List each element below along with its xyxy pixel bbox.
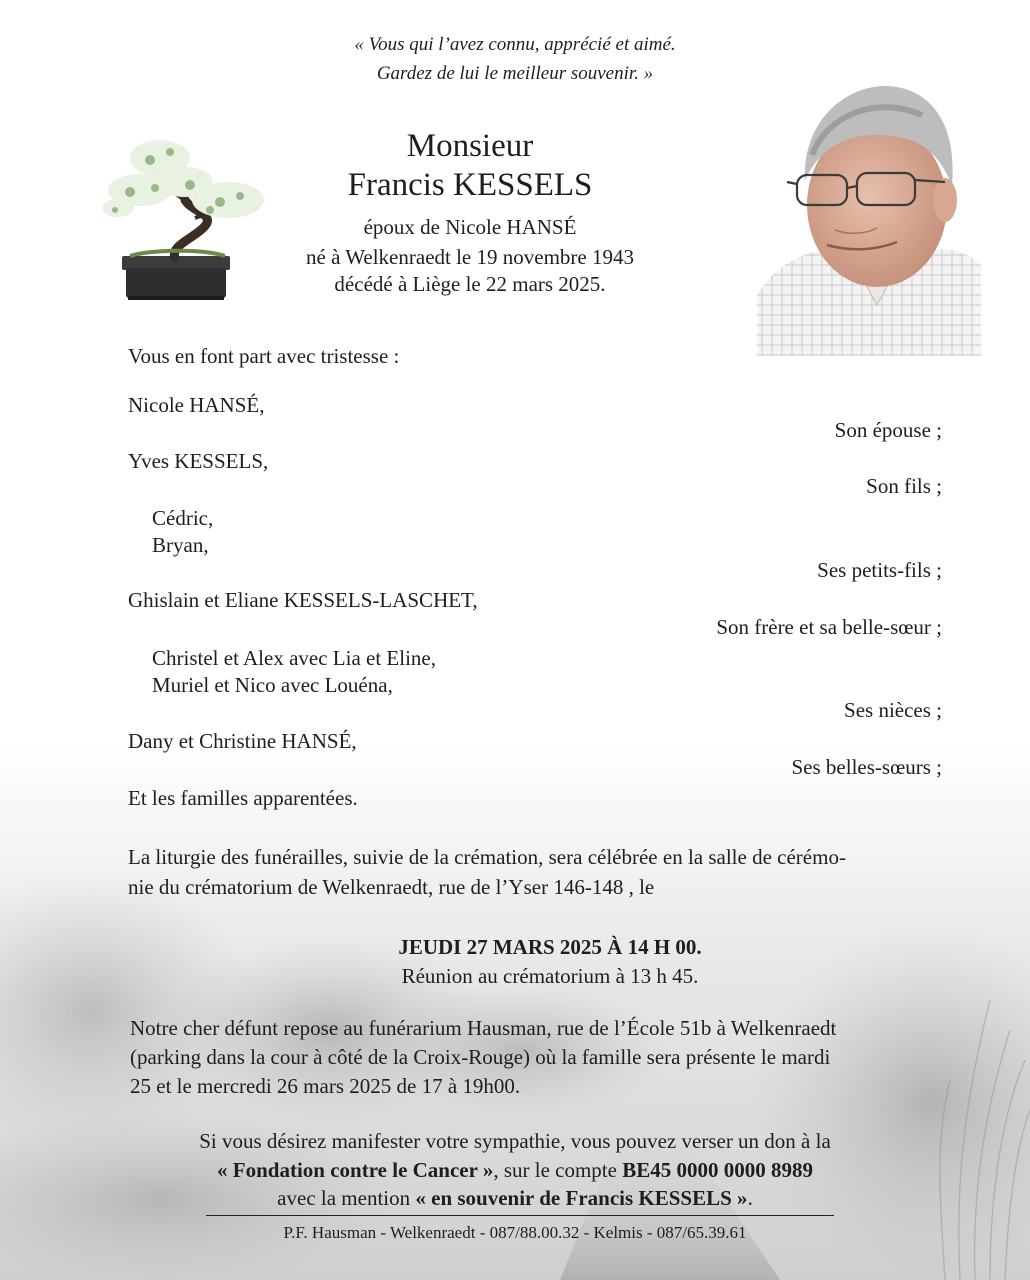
family-name: Cédric,	[152, 506, 214, 530]
families-closing: Et les familles apparentées.	[128, 786, 358, 810]
family-name: Ghislain et Eliane KESSELS-LASCHET,	[128, 588, 478, 612]
ceremony-meeting: Réunion au crématorium à 13 h 45.	[401, 964, 699, 988]
bank-account: BE45 0000 0000 8989	[622, 1158, 813, 1182]
family-name: Dany et Christine HANSÉ,	[128, 729, 357, 753]
footer-divider	[206, 1215, 834, 1216]
ceremony-date: JEUDI 27 MARS 2025 À 14 H 00.	[398, 935, 702, 959]
death-line: décédé à Liège le 22 mars 2025.	[334, 272, 606, 296]
visitation-line-2: (parking dans la cour à côté de la Croix-Rouge) où la famille sera présente le mardi	[130, 1045, 831, 1069]
spouse-line: époux de Nicole HANSÉ	[363, 215, 577, 239]
ceremony-line-2: nie du crématorium de Welkenraedt, rue de l’Yser 146-148 , le	[128, 875, 655, 899]
announcement-intro: Vous en font part avec tristesse :	[128, 344, 400, 368]
account-prefix: , sur le compte	[493, 1158, 623, 1182]
family-name: Muriel et Nico avec Louéna,	[152, 673, 393, 697]
donation-line-1: Si vous désirez manifester votre sympathie, vous pouvez verser un don à la	[199, 1129, 831, 1153]
family-relation: Son frère et sa belle-sœur ;	[716, 615, 942, 639]
visitation-line-3: 25 et le mercredi 26 mars 2025 de 17 à 19h00.	[130, 1074, 521, 1098]
family-relation: Son fils ;	[866, 474, 942, 498]
family-relation: Son épouse ;	[834, 418, 942, 442]
quote-line-1: « Vous qui l’avez connu, apprécié et aimé.	[354, 34, 676, 55]
family-name: Nicole HANSÉ,	[128, 393, 265, 417]
mention-text: « en souvenir de Francis KESSELS »	[415, 1186, 748, 1210]
donation-line-3	[0, 1186, 1030, 1211]
visitation-line-1: Notre cher défunt repose au funérarium Hausman, rue de l’École 51b à Welkenraedt	[130, 1016, 837, 1040]
family-relation: Ses belles-sœurs ;	[791, 755, 942, 779]
ceremony-line-1: La liturgie des funérailles, suivie de la crémation, sera célébrée en la salle de cérémo-	[128, 845, 846, 869]
footer-contact: P.F. Hausman - Welkenraedt - 087/88.00.32 - Kelmis - 087/65.39.61	[283, 1223, 747, 1242]
deceased-name: Francis KESSELS	[347, 167, 593, 203]
donation-line-2	[0, 1158, 1030, 1183]
title-monsieur: Monsieur	[406, 128, 534, 164]
foundation-name: « Fondation contre le Cancer »	[217, 1158, 494, 1182]
mention-prefix: avec la mention	[277, 1186, 416, 1210]
family-relation: Ses nièces ;	[844, 698, 942, 722]
quote-line-2: Gardez de lui le meilleur souvenir. »	[376, 63, 654, 84]
family-relation: Ses petits-fils ;	[817, 558, 942, 582]
family-name: Christel et Alex avec Lia et Eline,	[152, 646, 436, 670]
birth-line: né à Welkenraedt le 19 novembre 1943	[306, 245, 634, 269]
bonsai-tree-image	[100, 130, 270, 305]
mention-suffix: .	[747, 1186, 753, 1210]
portrait-photo	[757, 80, 981, 356]
family-name: Yves KESSELS,	[128, 449, 269, 473]
family-name: Bryan,	[152, 533, 209, 557]
